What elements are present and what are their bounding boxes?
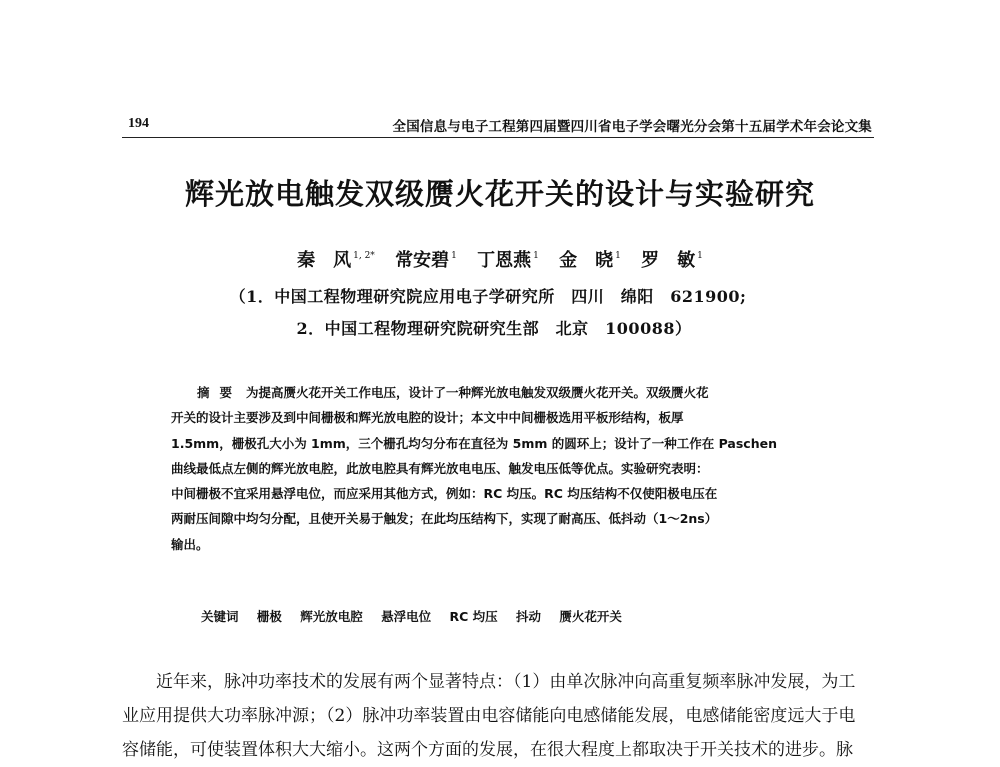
author-name: 罗 敏 (641, 250, 696, 271)
body-text (122, 665, 882, 767)
abstract-line: 两耐压间隙中均匀分配，且使开关易于触发；在此均压结构下，实现了耐高压、低抖动（1～2ns） (171, 511, 718, 527)
body-line: 容储能，可使装置体积大大缩小。这两个方面的发展，在很大程度上都取决于开关技术的进步。脉 (122, 740, 853, 760)
abstract-label: 摘要 (197, 385, 243, 400)
author (395, 246, 457, 272)
keyword: 抖动 (516, 609, 542, 624)
keyword: 辉光放电腔 (300, 609, 363, 624)
keyword: 悬浮电位 (381, 609, 432, 624)
author-name: 丁恩燕 (477, 250, 532, 271)
abstract-line: 开关的设计主要涉及到中间栅极和辉光放电腔的设计；本文中中间栅极选用平板形结构，板厚 (171, 410, 684, 426)
author-affiliation-mark: 1 (697, 251, 703, 261)
keyword: RC 均压 (449, 609, 498, 624)
author-affiliation-mark: 1 (615, 251, 621, 261)
author (477, 246, 539, 272)
author (641, 246, 703, 272)
author-list (0, 246, 1000, 272)
author-affiliation-mark: 1 (533, 251, 539, 261)
journal-title: 全国信息与电子工程第四届暨四川省电子学会曙光分会第十五届学术年会论文集 (392, 119, 872, 135)
abstract (171, 380, 841, 557)
author-name: 金 晓 (559, 250, 614, 271)
affiliation-2: 2．中国工程物理研究院研究生部 北京 100088） (296, 319, 692, 338)
paper-title: 辉光放电触发双级赝火花开关的设计与实验研究 (184, 177, 815, 211)
body-line: 近年来，脉冲功率技术的发展有两个显著特点：（1）由单次脉冲向高重复频率脉冲发展，为工 (156, 672, 856, 692)
page-number: 194 (128, 116, 149, 131)
abstract-line: 1.5mm，栅极孔大小为 1mm，三个栅孔均匀分布在直径为 5mm 的圆环上；设计了一种工作在 Paschen (171, 435, 777, 451)
abstract-line: 中间栅极不宜采用悬浮电位，而应采用其他方式，例如：RC 均压。RC 均压结构不仅使阳极电压在 (171, 486, 718, 502)
abstract-text: 为提高赝火花开关工作电压，设计了一种辉光放电触发双级赝火花开关。双级赝火花 (246, 385, 709, 400)
affiliation-1: （1．中国工程物理研究院应用电子学研究所 四川 绵阳 621900; (229, 287, 747, 306)
running-header (122, 113, 874, 138)
body-line: 业应用提供大功率脉冲源；（2）脉冲功率装置由电容储能向电感储能发展，电感储能密度远大于电 (122, 706, 856, 726)
author (559, 246, 621, 272)
keywords (201, 607, 636, 625)
abstract-line: 曲线最低点左侧的辉光放电腔，此放电腔具有辉光放电电压、触发电压低等优点。实验研究表明： (171, 460, 709, 476)
author-name: 秦 风 (297, 250, 352, 271)
author-affiliation-mark: 1 (451, 251, 457, 261)
keywords-label: 关键词 (201, 609, 239, 624)
author-affiliation-mark: 1, 2* (353, 251, 375, 261)
keyword: 赝火花开关 (559, 609, 622, 624)
author-name: 常安碧 (395, 250, 450, 271)
abstract-line: 输出。 (171, 536, 209, 552)
keyword: 栅极 (256, 609, 282, 624)
author (297, 246, 375, 272)
abstract-line (171, 380, 841, 405)
